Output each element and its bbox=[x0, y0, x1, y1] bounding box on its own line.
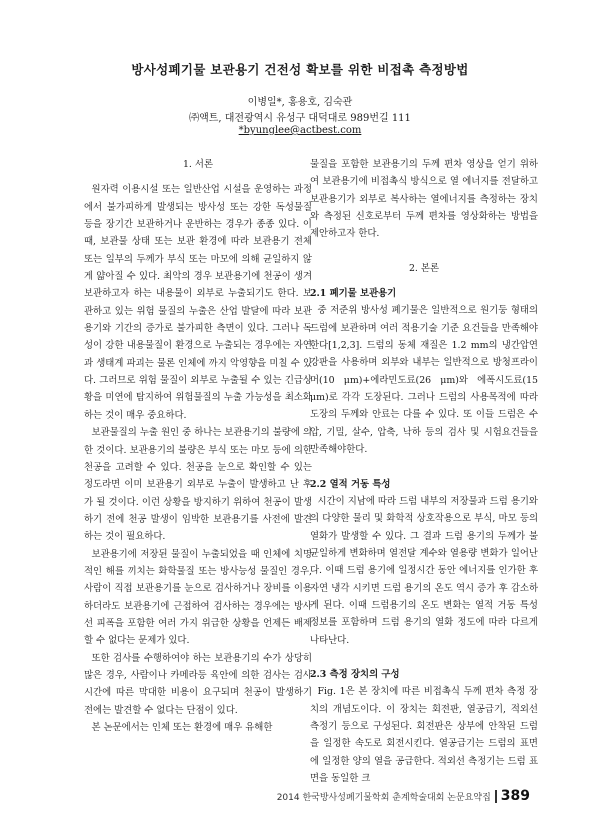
footer-text: 2014 한국방사성폐기물학회 춘계학술대회 논문요약집 bbox=[276, 792, 491, 803]
paper-authors: 이병일*, 홍용호, 김숙관 bbox=[247, 97, 353, 108]
subsection-heading-apparatus: 2.3 측정 장치의 구성 bbox=[310, 668, 400, 680]
body-paragraph: 시간이 지남에 따라 드럼 내부의 저장물과 드럼 용기와의 다양한 물리 및 화학적 상호작용으로 부식, 마모 등의 열화가 발생할 수 있다. 그 결과 드럼 용기의 두께가 불균일하게 변화하며 열전달 계수와 열용량 변화가 일어난다. 이때 드럼 용기에 일정시간 동안 에너지를 인가한 후 자연 냉각 시키면 드럼 용기의 온도 역시 증가 후 감소하게 된다. 이때 드럼용기의 온도 변화는 열적 거동 특성 정보를 포함하며 드럼 용기의 열화 정도에 따라 다르게 나타난다. bbox=[310, 495, 538, 646]
body-paragraph: 중 저준위 방사성 폐기물은 일반적으로 원기둥 형태의 드럼에 보관하며 여러 적용기술 기준 요건들을 만족해야한다[1,2,3]. 드럼의 동체 재질은 1.2 mm의 냉간압연 강판을 사용하며 외부와 내부는 일반적으로 방청프라이머(10 μm)+에라민도료(26 μm)와 에폭시도료(15 μm)로 각각 도장된다. 그러나 드럼의 사용목적에 따라 도장의 두께와 안료는 다를 수 있다. 또 이들 드럼은 수압, 기밀, 살수, 압축, 낙하 등의 검사 및 시험요건들을 만족해야한다. bbox=[310, 305, 538, 456]
body-paragraph: 원자력 이용시설 또는 일반산업 시설을 운영하는 과정에서 불가피하게 발생되는 방사성 또는 강한 독성물질 등을 장기간 보관하거나 운반하는 경우가 종종 있다. 이때, 보관물 상태 또는 보관 환경에 따라 보관용기 전체 또는 일부의 두께가 부식 또는 마모에 의해 균일하지 않게 얇아질 수 있다. 최악의 경우 보관용기에 천공이 생겨 보관하고자 하는 내용물이 외부로 누출되기도 한다. 보관하고 있는 위험 물질의 누출은 산업 발달에 따라 보관 용기와 기간의 증가로 불가피한 측면이 있다. 그러나 독성이 강한 내용물질이 환경으로 누출되는 경우에는 자연과 생태계 파괴는 물론 인체에 까지 악영향을 미칠 수 있다. 그러므로 위험 물질이 외부로 누출될 수 있는 긴급상황을 미연에 탐지하여 위험물질의 누출 가능성을 최소화 하는 것이 매우 중요하다. bbox=[84, 184, 312, 421]
page-number: 389 bbox=[500, 788, 530, 804]
subsection-heading-thermal: 2.2 열적 거동 특성 bbox=[310, 478, 391, 490]
body-paragraph: 또한 검사를 수행하여야 하는 보관용기의 수가 상당히 많은 경우, 사람이나 카메라등 육안에 의한 검사는 검사 시간에 따른 막대한 비용이 요구되며 천공이 발생하기 전에는 발견할 수 없다는 단점이 있다. bbox=[84, 652, 312, 716]
section-heading-introduction: 1. 서론 bbox=[182, 159, 214, 170]
author-email-link[interactable]: *byunglee@actbest.com bbox=[238, 125, 362, 136]
section-heading-main: 2. 본론 bbox=[408, 262, 440, 274]
right-column bbox=[310, 156, 538, 787]
subsection-heading-container: 2.1 폐기물 보관용기 bbox=[310, 288, 397, 300]
footer-divider bbox=[495, 790, 497, 803]
paper-title: 방사성폐기물 보관용기 건전성 확보를 위한 비접촉 측정방법 bbox=[131, 62, 469, 77]
body-paragraph: Fig. 1은 본 장치에 따른 비접촉식 두께 편차 측정 장치의 개념도이다. 이 장치는 회전판, 열공급기, 적외선 측정기 등으로 구성된다. 회전판은 상부에 안착된 드럼을 일정한 속도로 회전시킨다. 열공급기는 드럼의 표면에 일정한 양의 열을 공급한다. 적외선 측정기는 드럼 표면을 동일한 크 bbox=[310, 686, 538, 784]
body-paragraph: 본 논문에서는 인체 또는 환경에 매우 유해한 bbox=[91, 722, 273, 733]
paper-affiliation: ㈜액트, 대전광역시 유성구 대덕대로 989번길 111 bbox=[189, 113, 411, 124]
body-paragraph: 보관용기에 저장된 물질이 누출되었을 때 인체에 치명적인 해를 끼치는 화학물질 또는 방사능성 물질인 경우, 사람이 직접 보관용기를 눈으로 검사하거나 장비를 이용하더라도 보관용기에 근접하여 검사하는 경우에는 방사선 피폭을 포함한 여러 가지 위급한 상황을 언제든 배제할 수 없다는 문제가 있다. bbox=[84, 548, 312, 647]
body-paragraph: 보관물질의 누출 원인 중 하나는 보관용기의 불량에 의한 것이다. 보관용기의 불량은 부식 또는 마모 등에 의한 천공을 고려할 수 있다. 천공을 눈으로 확인할 수 있는 정도라면 이미 보관용기 외부로 누출이 발생하고 난 후가 될 것이다. 이런 상황을 방지하기 위하여 천공이 발생하기 전에 천공 발생이 임박한 보관용기를 사전에 발견하는 것이 필요하다. bbox=[84, 427, 312, 543]
body-paragraph: 물질을 포함한 보관용기의 두께 편차 영상을 얻기 위하여 보관용기에 비접촉식 방식으로 열 에너지를 전달하고 보관용기가 외부로 복사하는 열에너지를 측정하는 장치와 측정된 신호로부터 두께 편차를 영상화하는 방법을 제안하고자 한다. bbox=[310, 159, 538, 240]
left-column bbox=[84, 156, 312, 736]
page-footer bbox=[277, 788, 530, 804]
